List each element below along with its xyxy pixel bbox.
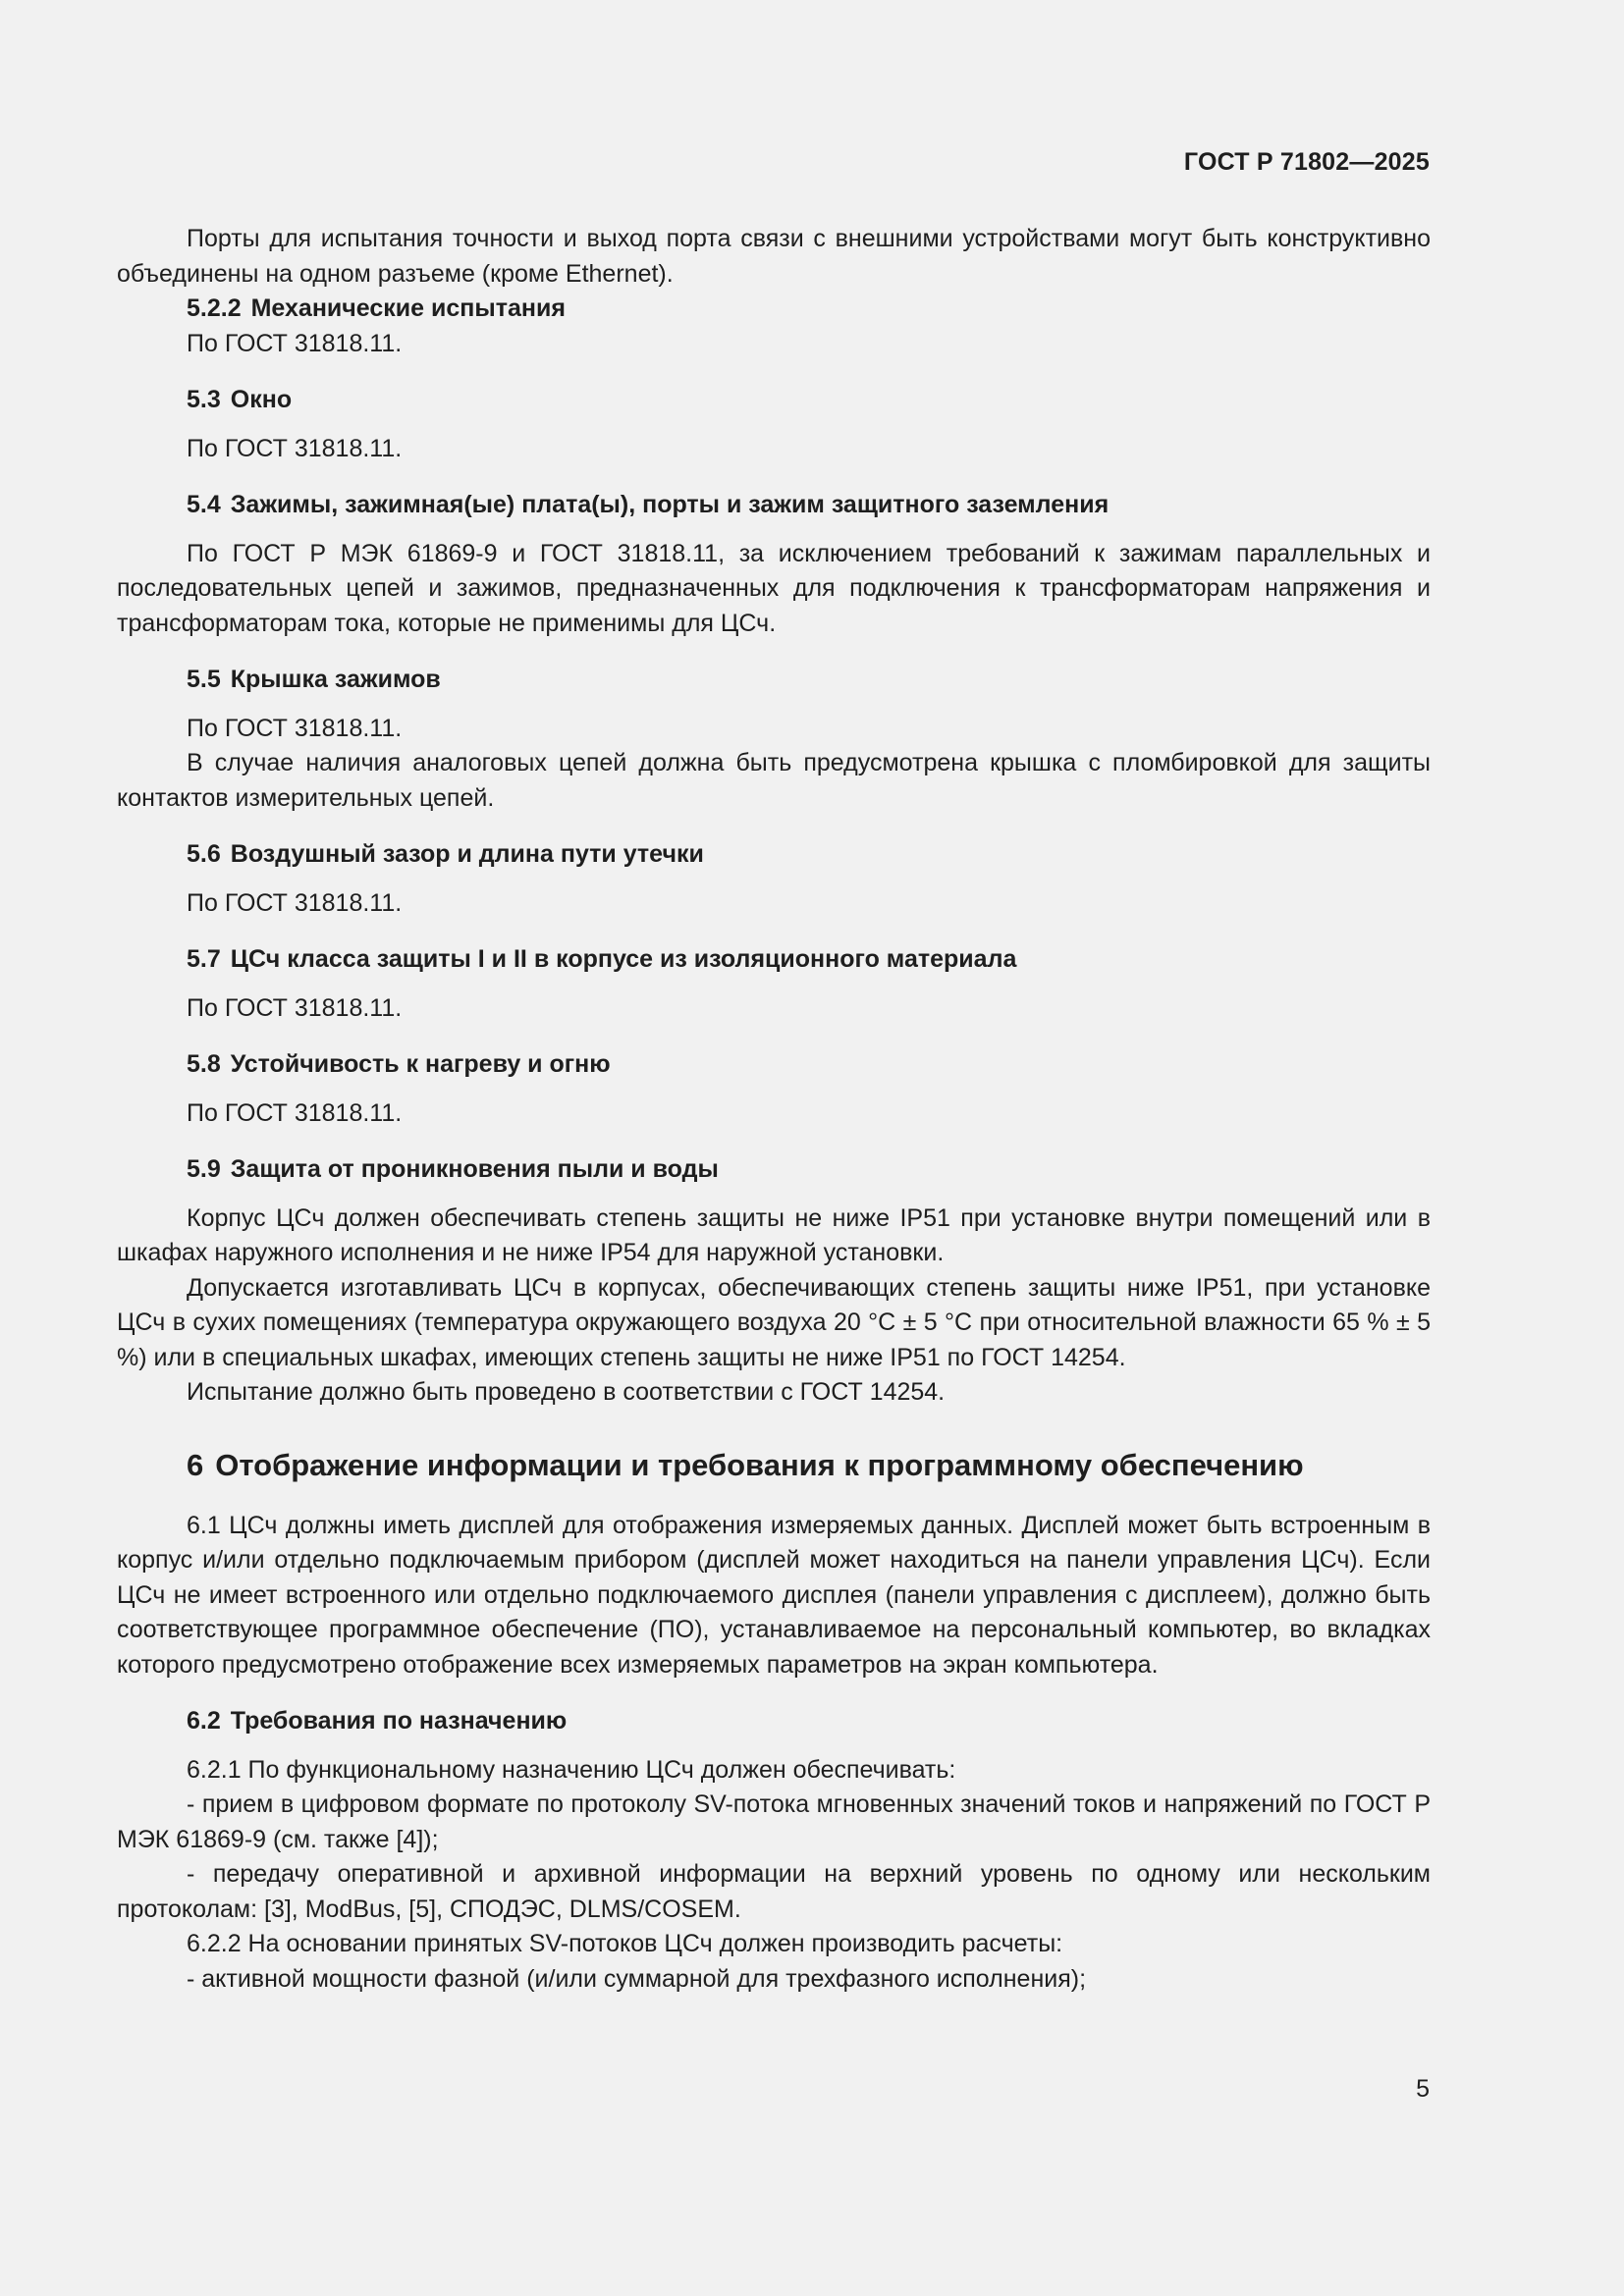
section-number: 5.7	[187, 945, 221, 973]
page-number: 5	[1416, 2075, 1430, 2103]
section-heading-6-2	[117, 1704, 1431, 1739]
chapter-heading-6	[117, 1446, 1431, 1485]
section-title: ЦСч класса защиты I и II в корпусе из изоляционного материала	[230, 945, 1017, 973]
paragraph: Порты для испытания точности и выход порта связи с внешними устройствами могут быть конструктивно объединены на одном разъеме (кроме Ethernet).	[117, 225, 1431, 288]
document-body	[117, 222, 1431, 1997]
section-title: Требования по назначению	[230, 1707, 568, 1735]
paragraph: По ГОСТ 31818.11.	[187, 1098, 403, 1127]
section-number: 5.3	[187, 386, 221, 413]
section-number: 5.5	[187, 666, 221, 693]
paragraph: По ГОСТ 31818.11.	[187, 329, 403, 357]
section-number: 5.8	[187, 1050, 221, 1078]
section-title: Воздушный зазор и длина пути утечки	[230, 840, 704, 868]
section-title: Крышка зажимов	[230, 666, 441, 693]
section-number: 5.2.2	[187, 294, 242, 322]
section-title: Защита от проникновения пыли и воды	[230, 1155, 719, 1183]
section-heading-5-4	[117, 488, 1431, 523]
paragraph: Допускается изготавливать ЦСч в корпусах, обеспечивающих степень защиты ниже IP51, при установке ЦСч в сухих помещениях (температура окружающего воздуха 20 °С ± 5 °С при относительной влажности 65 % ± 5 %) или в специальных шкафах, имеющих степень защиты не ниже IP51 по ГОСТ 14254.	[117, 1273, 1431, 1371]
section-title: Устойчивость к нагреву и огню	[230, 1050, 611, 1078]
section-heading-5-7	[117, 942, 1431, 978]
document-code-header: ГОСТ Р 71802—2025	[1183, 148, 1430, 176]
section-heading-5-6	[117, 837, 1431, 873]
paragraph: По ГОСТ Р МЭК 61869-9 и ГОСТ 31818.11, за исключением требований к зажимам параллельных и последовательных цепей и зажимов, предназначенных для подключения к трансформаторам напряжения и трансформаторам тока, которые не применимы для ЦСч.	[117, 539, 1431, 637]
paragraph: В случае наличия аналоговых цепей должна быть предусмотрена крышка с пломбировкой для защиты контактов измерительных цепей.	[117, 749, 1431, 812]
section-title: Окно	[230, 386, 293, 413]
paragraph: Испытание должно быть проведено в соответствии с ГОСТ 14254.	[187, 1378, 946, 1406]
paragraph: По ГОСТ 31818.11.	[187, 714, 403, 742]
list-item: - прием в цифровом формате по протоколу SV-потока мгновенных значений токов и напряжений по ГОСТ Р МЭК 61869-9 (см. также [4]);	[117, 1790, 1431, 1853]
section-number: 5.6	[187, 840, 221, 868]
paragraph: По ГОСТ 31818.11.	[187, 993, 403, 1022]
paragraph: По ГОСТ 31818.11.	[187, 888, 403, 917]
section-heading-5-3	[117, 383, 1431, 418]
section-heading-5-5	[117, 663, 1431, 698]
section-title: Зажимы, зажимная(ые) плата(ы), порты и зажим защитного заземления	[230, 491, 1110, 518]
section-heading-5-8	[117, 1047, 1431, 1083]
list-item: - активной мощности фазной (и/или суммарной для трехфазного исполнения);	[187, 1964, 1087, 1993]
section-title: Механические испытания	[250, 294, 566, 322]
paragraph: По ГОСТ 31818.11.	[187, 434, 403, 462]
paragraph: 6.2.1 По функциональному назначению ЦСч должен обеспечивать:	[187, 1755, 956, 1784]
chapter-number: 6	[187, 1447, 204, 1482]
paragraph: 6.1 ЦСч должны иметь дисплей для отображения измеряемых данных. Дисплей может быть встроенным в корпус и/или отдельно подключаемым прибором (дисплей может находиться на панели управления ЦСч). Если ЦСч не имеет встроенного или отдельно подключаемого дисплея (панели управления с дисплеем), должно быть соответствующее программное обеспечение (ПО), устанавливаемое на персональный компьютер, во вкладках которого предусмотрено отображение всех измеряемых параметров на экран компьютера.	[117, 1511, 1431, 1679]
section-number: 5.9	[187, 1155, 221, 1183]
section-heading-5-9	[117, 1152, 1431, 1188]
list-item: - передачу оперативной и архивной информации на верхний уровень по одному или нескольким протоколам: [3], ModBus, [5], СПОДЭС, DLMS/COSEM.	[117, 1860, 1431, 1923]
section-number: 6.2	[187, 1707, 221, 1735]
paragraph: Корпус ЦСч должен обеспечивать степень защиты не ниже IP51 при установке внутри помещений или в шкафах наружного исполнения и не ниже IP54 для наружной установки.	[117, 1203, 1431, 1266]
section-heading-5-2-2	[117, 292, 1431, 327]
chapter-title: Отображение информации и требования к программному обеспечению	[215, 1447, 1304, 1482]
paragraph: 6.2.2 На основании принятых SV-потоков ЦСч должен производить расчеты:	[187, 1930, 1063, 1957]
section-number: 5.4	[187, 491, 221, 518]
